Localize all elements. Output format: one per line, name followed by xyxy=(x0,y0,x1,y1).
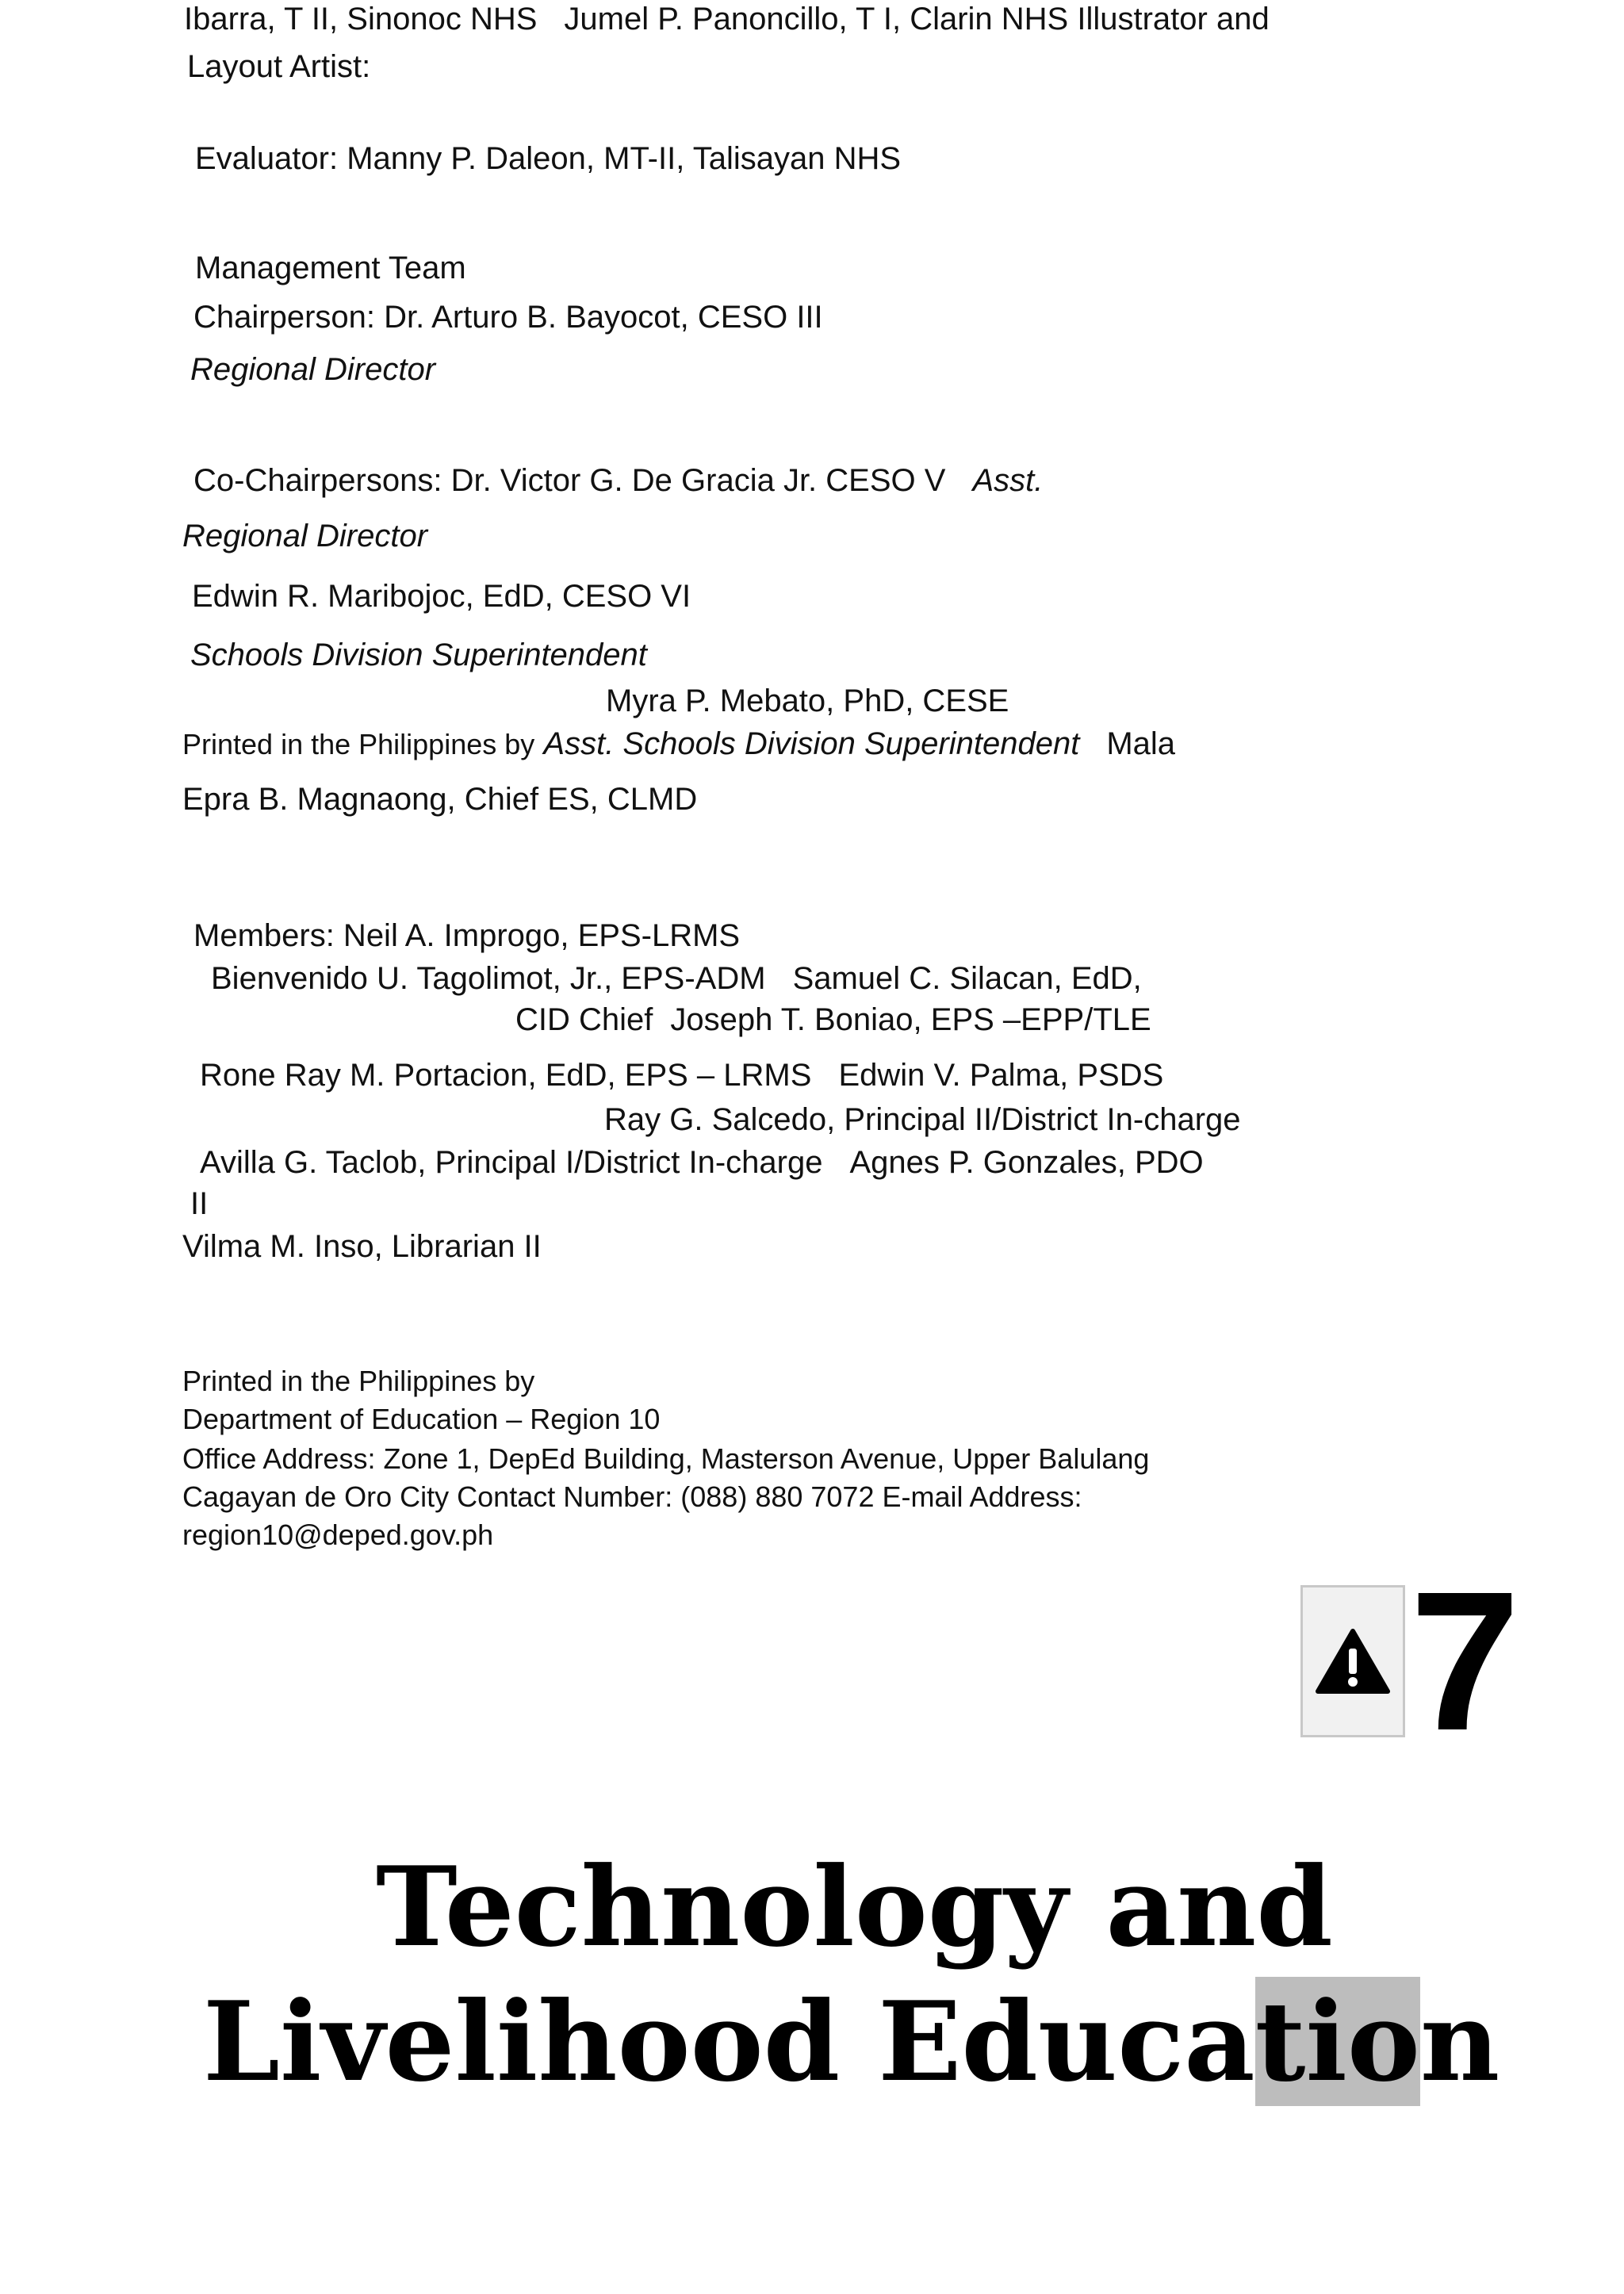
magnaong-line: Epra B. Magnaong, Chief ES, CLMD xyxy=(182,782,698,817)
co-chairpersons-text: Co-Chairpersons: Dr. Victor G. De Gracia Jr. CESO V xyxy=(193,463,946,498)
broken-image-placeholder xyxy=(1300,1585,1405,1737)
credit-text: Jumel P. Panoncillo, T I, Clarin NHS Illustrator and xyxy=(564,2,1270,36)
member-text: Samuel C. Silacan, EdD, xyxy=(792,961,1142,996)
title-text: n xyxy=(1419,1977,1500,2106)
portacion-line xyxy=(200,1056,1163,1094)
members-line: Members: Neil A. Improgo, EPS-LRMS xyxy=(193,918,741,953)
grade-number: 7 xyxy=(1410,1550,1521,1771)
regional-director-title-2: Regional Director xyxy=(182,519,428,553)
ii-line: II xyxy=(190,1186,209,1221)
printed-by-text: Printed in the Philippines by xyxy=(182,728,535,760)
evaluator-line: Evaluator: Manny P. Daleon, MT-II, Talisayan NHS xyxy=(195,141,902,176)
title-line-2 xyxy=(203,1974,1500,2109)
printed-in-line: Printed in the Philippines by xyxy=(182,1365,535,1397)
maribojoc-line: Edwin R. Maribojoc, EdD, CESO VI xyxy=(192,579,691,614)
regional-director-title: Regional Director xyxy=(190,352,436,387)
office-address-line: Office Address: Zone 1, DepEd Building, Masterson Avenue, Upper Balulang xyxy=(182,1442,1150,1475)
grade-badge xyxy=(1300,1550,1521,1771)
asds-title: Asst. Schools Division Superintendent xyxy=(543,726,1080,761)
email-line: region10@deped.gov.ph xyxy=(182,1518,494,1551)
co-chairpersons-line xyxy=(193,461,1043,500)
mala-text: Mala xyxy=(1106,726,1176,761)
credit-line-2: Layout Artist: xyxy=(187,49,371,84)
mebato-line: Myra P. Mebato, PhD, CESE xyxy=(606,684,1009,718)
sds-title: Schools Division Superintendent xyxy=(190,638,647,672)
member-text: Edwin V. Palma, PSDS xyxy=(838,1058,1164,1093)
member-text: Agnes P. Gonzales, PDO xyxy=(849,1145,1204,1180)
member-text: Joseph T. Boniao, EPS –EPP/TLE xyxy=(670,1002,1151,1037)
inso-line: Vilma M. Inso, Librarian II xyxy=(182,1229,542,1264)
taclob-line xyxy=(200,1143,1204,1181)
deped-region-line: Department of Education – Region 10 xyxy=(182,1403,661,1435)
credit-line-1 xyxy=(184,0,1270,38)
title-line-1: Technology and xyxy=(376,1842,1333,1971)
salcedo-line: Ray G. Salcedo, Principal II/District In-charge xyxy=(604,1102,1241,1137)
title-highlight: tio xyxy=(1254,1977,1420,2106)
contact-line: Cagayan de Oro City Contact Number: (088) 880 7072 E-mail Address: xyxy=(182,1480,1082,1513)
management-team-heading: Management Team xyxy=(195,251,466,285)
cid-chief-line xyxy=(515,1001,1151,1039)
member-text: Bienvenido U. Tagolimot, Jr., EPS-ADM xyxy=(211,961,766,996)
tagolimot-line xyxy=(211,959,1142,998)
member-text: CID Chief xyxy=(515,1002,653,1037)
printed-asds-line xyxy=(182,725,1175,763)
chairperson-line: Chairperson: Dr. Arturo B. Bayocot, CESO III xyxy=(193,300,823,335)
asst-text: Asst. xyxy=(972,463,1044,498)
member-text: Rone Ray M. Portacion, EdD, EPS – LRMS xyxy=(200,1058,812,1093)
credit-text: Ibarra, T II, Sinonoc NHS xyxy=(184,2,538,36)
title-text: Livelihood Educa xyxy=(203,1977,1255,2106)
member-text: Avilla G. Taclob, Principal I/District In-charge xyxy=(200,1145,823,1180)
warning-icon xyxy=(1315,1628,1391,1695)
